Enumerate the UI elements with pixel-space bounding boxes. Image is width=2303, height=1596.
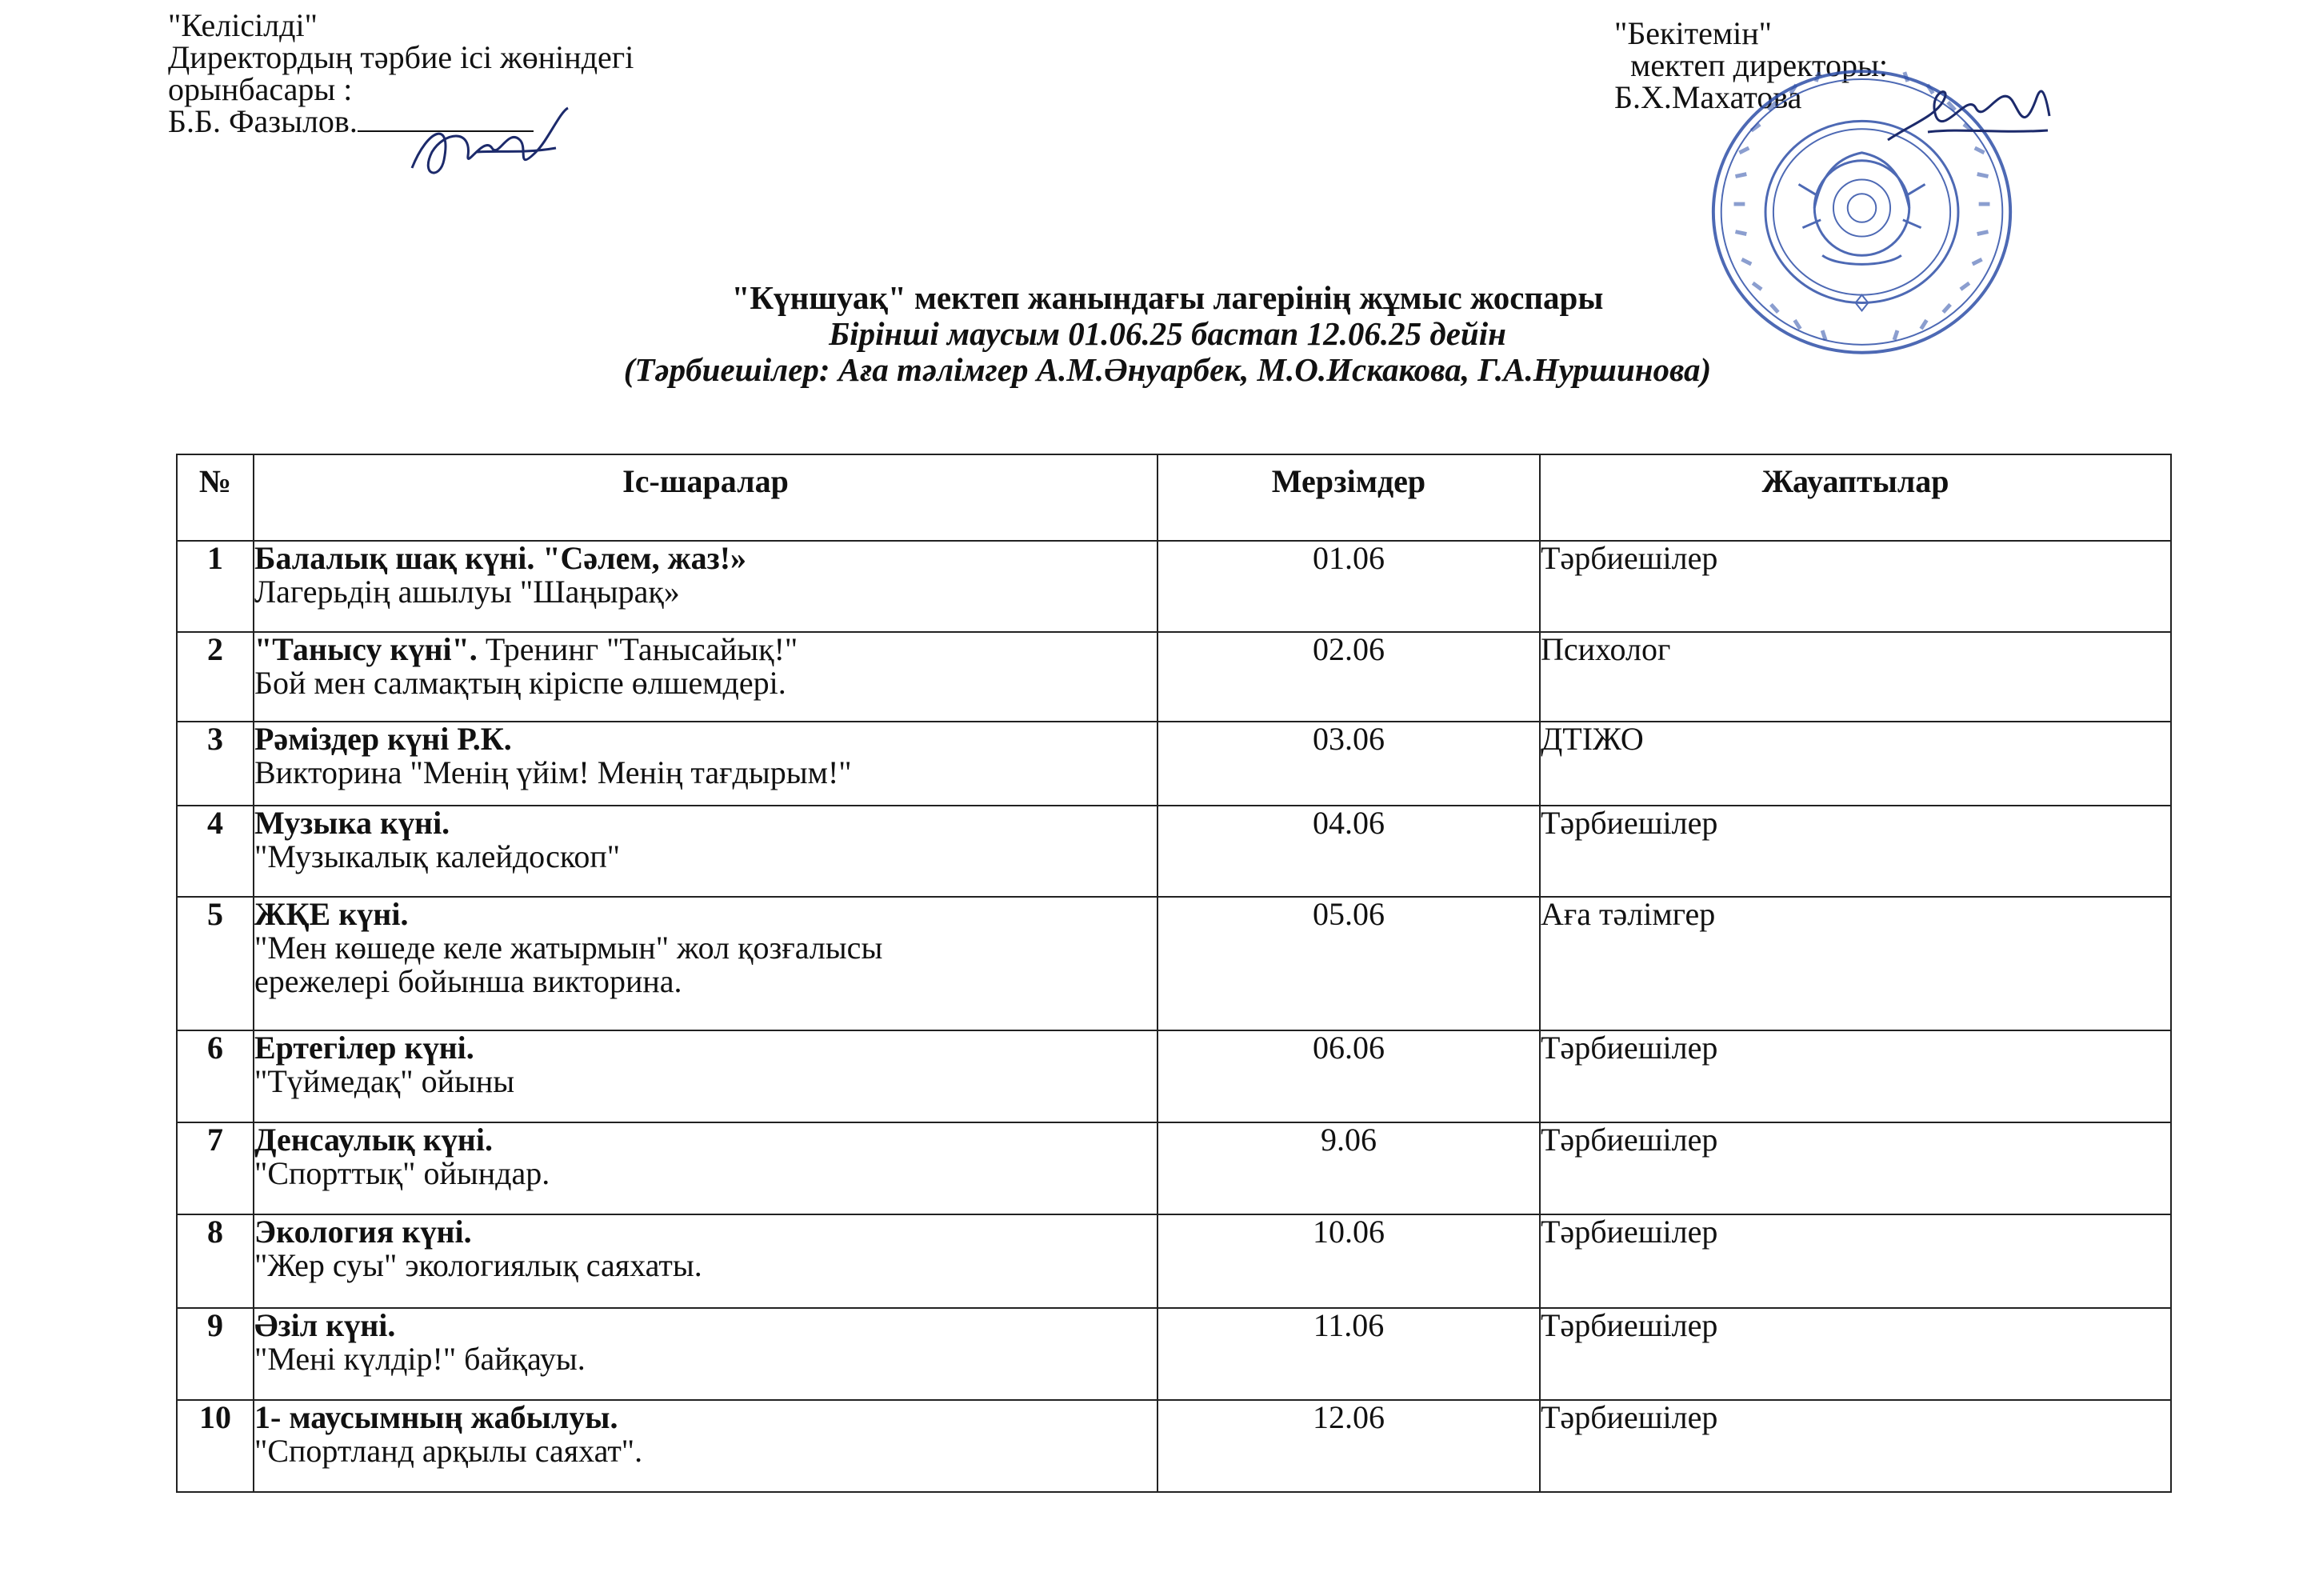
table-row xyxy=(177,1308,2171,1400)
row-responsible: Психолог xyxy=(1540,632,2171,722)
event-title: "Танысу күні". xyxy=(254,631,478,667)
row-event xyxy=(254,897,1157,1030)
row-date: 9.06 xyxy=(1157,1122,1540,1214)
approval-right-name: Б.Х.Махатова xyxy=(1614,79,1802,115)
row-date: 10.06 xyxy=(1157,1214,1540,1308)
approval-left-name: Б.Б. Фазылов. xyxy=(168,103,358,139)
camp-plan-table xyxy=(176,454,2172,1493)
row-responsible: Тәрбиешілер xyxy=(1540,1030,2171,1122)
table-row xyxy=(177,632,2171,722)
event-title-line xyxy=(254,1123,1157,1157)
row-date: 06.06 xyxy=(1157,1030,1540,1122)
event-title: Рәміздер күні Р.К. xyxy=(254,721,512,757)
event-title-line xyxy=(254,898,1157,931)
event-title-line xyxy=(254,1401,1157,1434)
row-number: 7 xyxy=(177,1122,254,1214)
row-date: 05.06 xyxy=(1157,897,1540,1030)
event-title: Экология күні. xyxy=(254,1214,472,1250)
row-number: 5 xyxy=(177,897,254,1030)
event-title-line xyxy=(254,806,1157,840)
row-event xyxy=(254,722,1157,806)
event-title: Әзіл күні. xyxy=(254,1307,396,1343)
event-description: "Мен көшеде келе жатырмын" жол қозғалысы xyxy=(254,930,883,966)
row-event xyxy=(254,1308,1157,1400)
event-description: "Спорттық" ойындар. xyxy=(254,1155,550,1191)
row-event xyxy=(254,541,1157,632)
event-title: Балалық шақ күні. "Сәлем, жаз!» xyxy=(254,540,747,576)
row-responsible: ДТІЖО xyxy=(1540,722,2171,806)
approval-left-heading: "Келісілді" xyxy=(168,7,318,43)
row-event xyxy=(254,1122,1157,1214)
header-number: № xyxy=(177,454,254,541)
director-signature-image xyxy=(1880,68,2056,156)
event-description: Бой мен салмақтың кіріспе өлшемдері. xyxy=(254,665,786,701)
event-description: "Мені күлдір!" байқауы. xyxy=(254,1341,586,1377)
event-title-line xyxy=(254,722,1157,756)
row-number: 10 xyxy=(177,1400,254,1492)
event-description: "Спортланд арқылы саяхат". xyxy=(254,1433,643,1469)
event-title-line xyxy=(254,1031,1157,1065)
row-number: 1 xyxy=(177,541,254,632)
event-title: Ертегілер күні. xyxy=(254,1030,474,1066)
row-responsible: Тәрбиешілер xyxy=(1540,1308,2171,1400)
row-date: 04.06 xyxy=(1157,806,1540,897)
table-row xyxy=(177,1122,2171,1214)
row-number: 2 xyxy=(177,632,254,722)
row-date: 12.06 xyxy=(1157,1400,1540,1492)
header-date: Мерзімдер xyxy=(1157,454,1540,541)
event-title-line xyxy=(254,1215,1157,1249)
event-title: Денсаулық күні. xyxy=(254,1122,493,1158)
event-description: "Музыкалық калейдоскоп" xyxy=(254,838,621,874)
table-row xyxy=(177,897,2171,1030)
row-event xyxy=(254,1400,1157,1492)
event-title-line xyxy=(254,633,1157,666)
document-subtitle-period: Бірінші маусым 01.06.25 бастап 12.06.25 дейін xyxy=(829,315,1506,352)
deputy-signature-image xyxy=(396,104,580,192)
header-event: Іс-шаралар xyxy=(254,454,1157,541)
approval-left-position: Директордың тәрбие ісі жөніндегі xyxy=(168,39,634,75)
row-number: 6 xyxy=(177,1030,254,1122)
row-responsible: Тәрбиешілер xyxy=(1540,1214,2171,1308)
event-description-cont: ережелері бойынша викторина. xyxy=(254,963,682,999)
document-title-block xyxy=(0,280,2303,388)
row-responsible: Тәрбиешілер xyxy=(1540,1122,2171,1214)
event-title-line xyxy=(254,1309,1157,1342)
table-row xyxy=(177,1030,2171,1122)
table-header-row xyxy=(177,454,2171,541)
table-row xyxy=(177,1400,2171,1492)
event-description: Викторина "Менің үйім! Менің тағдырым!" xyxy=(254,754,852,790)
document-title: "Күншуақ" мектеп жанындағы лагерінің жұмыс жоспары xyxy=(731,279,1604,316)
event-description: "Жер суы" экологиялық саяхаты. xyxy=(254,1247,702,1283)
event-title: ЖҚЕ күні. xyxy=(254,896,409,932)
document-subtitle-educators: (Тәрбиешілер: Аға тәлімгер А.М.Әнуарбек, М.О.Искакова, Г.А.Нуршинова) xyxy=(623,351,1712,388)
row-event xyxy=(254,1214,1157,1308)
table-row xyxy=(177,806,2171,897)
event-title: Музыка күні. xyxy=(254,805,450,841)
row-date: 03.06 xyxy=(1157,722,1540,806)
row-event xyxy=(254,1030,1157,1122)
approval-right-position: мектеп директоры: xyxy=(1630,47,1888,83)
row-number: 4 xyxy=(177,806,254,897)
table-row xyxy=(177,1214,2171,1308)
row-date: 02.06 xyxy=(1157,632,1540,722)
event-description: Лагерьдің ашылуы "Шаңырақ» xyxy=(254,574,680,610)
row-event xyxy=(254,806,1157,897)
event-title-line xyxy=(254,542,1157,575)
row-date: 01.06 xyxy=(1157,541,1540,632)
row-responsible: Аға тәлімгер xyxy=(1540,897,2171,1030)
row-responsible: Тәрбиешілер xyxy=(1540,806,2171,897)
approval-left-position-cont: орынбасары : xyxy=(168,71,353,107)
row-date: 11.06 xyxy=(1157,1308,1540,1400)
row-event xyxy=(254,632,1157,722)
row-responsible: Тәрбиешілер xyxy=(1540,1400,2171,1492)
event-title-rest: Тренинг "Танысайық!" xyxy=(477,631,798,667)
approval-right-heading: "Бекітемін" xyxy=(1614,15,1772,51)
row-number: 3 xyxy=(177,722,254,806)
table-row xyxy=(177,722,2171,806)
header-responsible: Жауаптылар xyxy=(1540,454,2171,541)
row-responsible: Тәрбиешілер xyxy=(1540,541,2171,632)
row-number: 9 xyxy=(177,1308,254,1400)
event-description: "Түймедақ" ойыны xyxy=(254,1063,515,1099)
table-row xyxy=(177,541,2171,632)
row-number: 8 xyxy=(177,1214,254,1308)
event-title: 1- маусымның жабылуы. xyxy=(254,1399,618,1435)
